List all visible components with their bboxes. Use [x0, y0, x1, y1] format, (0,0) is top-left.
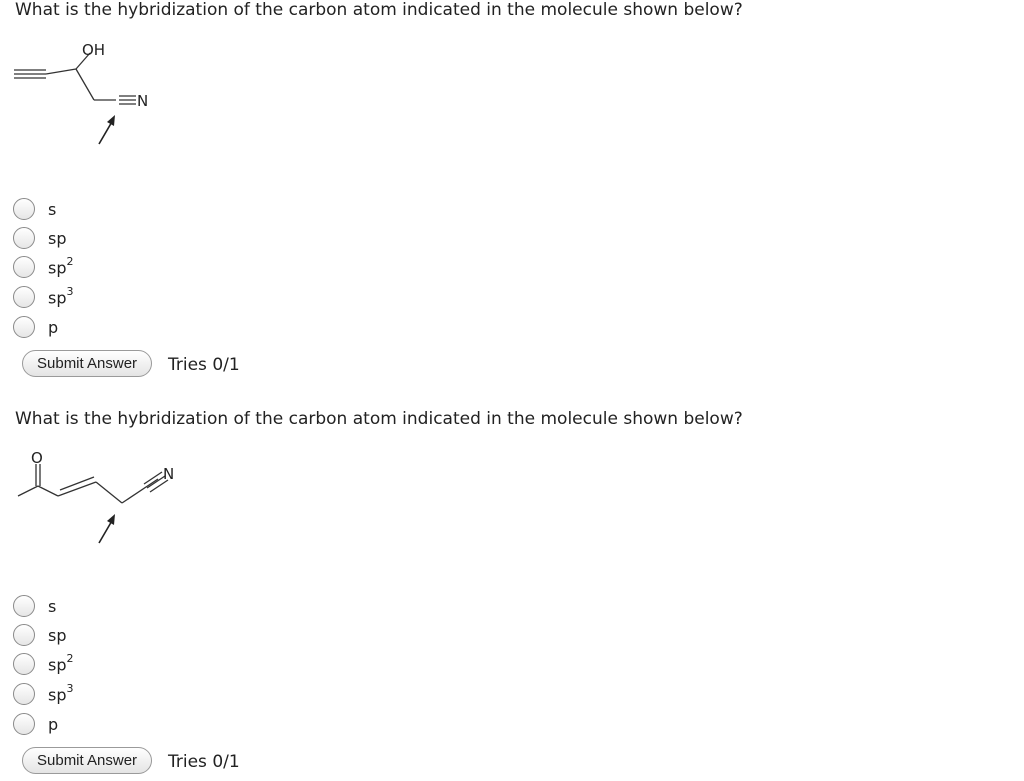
q2-option-label: s [48, 596, 57, 616]
q2-option-sp[interactable] [13, 622, 67, 648]
q1-option-label: sp [48, 228, 67, 248]
q1-option-label: $sp^3$ [48, 284, 74, 308]
q1-radio-p[interactable] [13, 316, 35, 338]
q2-option-label: sp [48, 625, 67, 645]
question-1-prompt: What is the hybridization of the carbon atom indicated in the molecule shown below? [15, 0, 743, 20]
q1-radio-sp2[interactable] [13, 256, 35, 278]
q1-radio-sp3[interactable] [13, 286, 35, 308]
q2-option-sp2[interactable] [13, 651, 74, 677]
q2-radio-s[interactable] [13, 595, 35, 617]
q2-radio-sp3[interactable] [13, 683, 35, 705]
q2-option-p[interactable] [13, 711, 58, 737]
q1-option-label: $sp^2$ [48, 254, 74, 278]
q1-tries-counter: Tries 0/1 [168, 355, 240, 375]
q2-radio-sp2[interactable] [13, 653, 35, 675]
chain-bond-1 [38, 486, 58, 496]
q2-radio-p[interactable] [13, 713, 35, 735]
q1-radio-sp[interactable] [13, 227, 35, 249]
methyl-bond [18, 486, 38, 496]
q2-tries-counter: Tries 0/1 [168, 752, 240, 772]
hydroxyl-label: OH [82, 41, 106, 59]
q2-submit-button[interactable]: Submit Answer [22, 747, 152, 774]
question-1-molecule [10, 36, 180, 155]
q2-option-sp3[interactable] [13, 681, 74, 707]
q1-option-s[interactable] [13, 196, 56, 222]
molecule-2-structure [10, 446, 200, 551]
carbonyl-oxygen-label: O [31, 449, 43, 467]
q2-option-label: $sp^3$ [48, 681, 74, 705]
molecule-1-structure [10, 36, 180, 151]
q2-option-label: $sp^2$ [48, 651, 74, 675]
q1-submit-button[interactable]: Submit Answer [22, 350, 152, 377]
chain-bond-2 [96, 482, 122, 503]
question-2-prompt: What is the hybridization of the carbon atom indicated in the molecule shown below? [15, 409, 743, 429]
chain-bond-2 [76, 69, 94, 100]
q1-option-sp[interactable] [13, 225, 67, 251]
q1-radio-s[interactable] [13, 198, 35, 220]
nitrogen-label: N [163, 465, 175, 483]
q1-option-sp2[interactable] [13, 254, 74, 280]
alkene-bond-2 [60, 477, 94, 490]
nitrogen-label: N [137, 92, 149, 110]
chain-bond-1 [46, 69, 76, 74]
q2-option-label: p [48, 714, 59, 734]
q1-option-p[interactable] [13, 314, 58, 340]
q2-option-s[interactable] [13, 593, 56, 619]
q1-option-sp3[interactable] [13, 284, 74, 310]
q2-radio-sp[interactable] [13, 624, 35, 646]
q1-option-label: s [48, 199, 57, 219]
q1-option-label: p [48, 317, 59, 337]
question-2-molecule [10, 446, 200, 555]
